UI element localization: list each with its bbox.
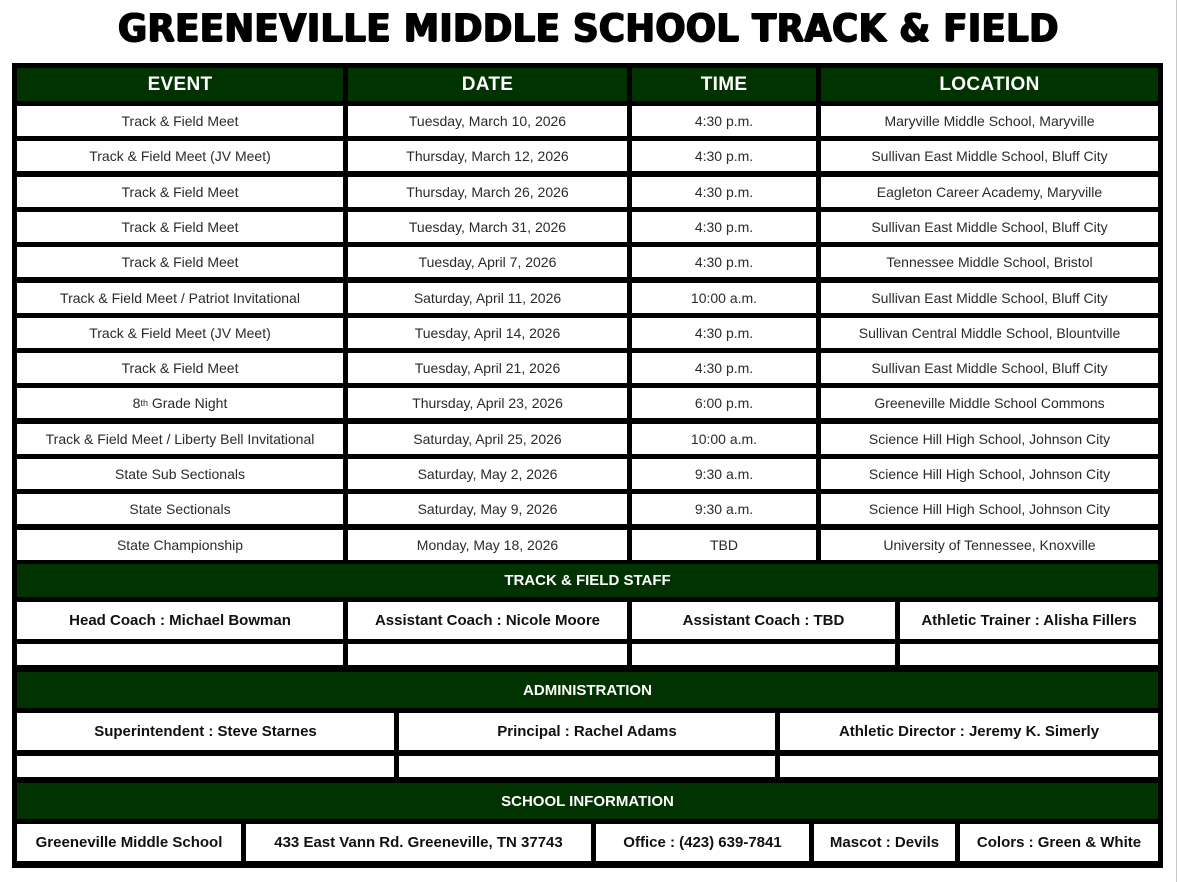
cell-time: 9:30 a.m. bbox=[632, 459, 816, 489]
admin-superintendent: Superintendent : Steve Starnes bbox=[17, 713, 394, 750]
cell-time: TBD bbox=[632, 530, 816, 560]
cell-location: Science Hill High School, Johnson City bbox=[821, 459, 1158, 489]
cell-date: Thursday, March 26, 2026 bbox=[348, 177, 627, 207]
administration-row bbox=[17, 713, 1158, 750]
cell-date: Saturday, April 25, 2026 bbox=[348, 424, 627, 454]
school-name: Greeneville Middle School bbox=[17, 824, 241, 861]
header-location: LOCATION bbox=[821, 68, 1158, 101]
cell-event: State Sub Sectionals bbox=[17, 459, 343, 489]
cell-event: Track & Field Meet (JV Meet) bbox=[17, 141, 343, 171]
cell-event: Track & Field Meet bbox=[17, 353, 343, 383]
staff-row bbox=[17, 602, 1158, 639]
event-label-rest: Grade Night bbox=[147, 395, 228, 412]
schedule-sheet bbox=[12, 63, 1163, 868]
header-date: DATE bbox=[348, 68, 627, 101]
table-row bbox=[17, 494, 1158, 524]
administration-heading: ADMINISTRATION bbox=[17, 672, 1158, 708]
cell-time: 6:00 p.m. bbox=[632, 388, 816, 418]
cell-time: 4:30 p.m. bbox=[632, 318, 816, 348]
admin-principal: Principal : Rachel Adams bbox=[399, 713, 775, 750]
blank-cell bbox=[17, 756, 394, 777]
cell-date: Tuesday, April 14, 2026 bbox=[348, 318, 627, 348]
school-mascot: Mascot : Devils bbox=[814, 824, 955, 861]
blank-cell bbox=[632, 644, 895, 665]
cell-location: Greeneville Middle School Commons bbox=[821, 388, 1158, 418]
table-row bbox=[17, 530, 1158, 560]
cell-event bbox=[17, 388, 343, 418]
cell-time: 10:00 a.m. bbox=[632, 283, 816, 313]
cell-time: 4:30 p.m. bbox=[632, 247, 816, 277]
header-time: TIME bbox=[632, 68, 816, 101]
table-row bbox=[17, 106, 1158, 136]
school-address: 433 East Vann Rd. Greeneville, TN 37743 bbox=[246, 824, 591, 861]
staff-heading: TRACK & FIELD STAFF bbox=[17, 564, 1158, 597]
cell-event: Track & Field Meet bbox=[17, 212, 343, 242]
table-row bbox=[17, 141, 1158, 171]
cell-location: University of Tennessee, Knoxville bbox=[821, 530, 1158, 560]
cell-event: Track & Field Meet bbox=[17, 247, 343, 277]
cell-time: 4:30 p.m. bbox=[632, 106, 816, 136]
blank-cell bbox=[780, 756, 1158, 777]
cell-event: State Championship bbox=[17, 530, 343, 560]
cell-event: State Sectionals bbox=[17, 494, 343, 524]
cell-date: Tuesday, March 31, 2026 bbox=[348, 212, 627, 242]
page-title: GREENEVILLE MIDDLE SCHOOL TRACK & FIELD bbox=[118, 6, 1059, 50]
administration-blank-row bbox=[17, 756, 1158, 777]
school-info-row bbox=[17, 824, 1158, 861]
table-row bbox=[17, 424, 1158, 454]
blank-cell bbox=[17, 644, 343, 665]
table-row bbox=[17, 459, 1158, 489]
school-info-heading: SCHOOL INFORMATION bbox=[17, 783, 1158, 819]
cell-time: 4:30 p.m. bbox=[632, 141, 816, 171]
cell-time: 10:00 a.m. bbox=[632, 424, 816, 454]
cell-date: Thursday, March 12, 2026 bbox=[348, 141, 627, 171]
header-event: EVENT bbox=[17, 68, 343, 101]
cell-date: Tuesday, April 7, 2026 bbox=[348, 247, 627, 277]
table-row bbox=[17, 177, 1158, 207]
staff-head-coach: Head Coach : Michael Bowman bbox=[17, 602, 343, 639]
cell-location: Sullivan East Middle School, Bluff City bbox=[821, 212, 1158, 242]
cell-time: 4:30 p.m. bbox=[632, 353, 816, 383]
cell-location: Sullivan East Middle School, Bluff City bbox=[821, 141, 1158, 171]
school-office-phone: Office : (423) 639-7841 bbox=[596, 824, 809, 861]
cell-location: Science Hill High School, Johnson City bbox=[821, 424, 1158, 454]
cell-location: Eagleton Career Academy, Maryville bbox=[821, 177, 1158, 207]
cell-location: Tennessee Middle School, Bristol bbox=[821, 247, 1158, 277]
table-row bbox=[17, 388, 1158, 418]
event-ordinal-number: 8 bbox=[132, 395, 141, 412]
cell-date: Thursday, April 23, 2026 bbox=[348, 388, 627, 418]
schedule-header-row bbox=[17, 68, 1158, 101]
cell-location: Sullivan East Middle School, Bluff City bbox=[821, 283, 1158, 313]
cell-event: Track & Field Meet (JV Meet) bbox=[17, 318, 343, 348]
table-row bbox=[17, 283, 1158, 313]
admin-athletic-director: Athletic Director : Jeremy K. Simerly bbox=[780, 713, 1158, 750]
cell-time: 4:30 p.m. bbox=[632, 177, 816, 207]
event-ordinal-suffix: th bbox=[140, 398, 148, 409]
cell-event: Track & Field Meet bbox=[17, 106, 343, 136]
cell-date: Monday, May 18, 2026 bbox=[348, 530, 627, 560]
staff-athletic-trainer: Athletic Trainer : Alisha Fillers bbox=[900, 602, 1158, 639]
cell-location: Sullivan Central Middle School, Blountville bbox=[821, 318, 1158, 348]
cell-event: Track & Field Meet bbox=[17, 177, 343, 207]
cell-date: Saturday, May 2, 2026 bbox=[348, 459, 627, 489]
cell-time: 4:30 p.m. bbox=[632, 212, 816, 242]
cell-time: 9:30 a.m. bbox=[632, 494, 816, 524]
table-row bbox=[17, 318, 1158, 348]
cell-date: Saturday, April 11, 2026 bbox=[348, 283, 627, 313]
cell-date: Saturday, May 9, 2026 bbox=[348, 494, 627, 524]
blank-cell bbox=[900, 644, 1158, 665]
table-row bbox=[17, 353, 1158, 383]
cell-date: Tuesday, March 10, 2026 bbox=[348, 106, 627, 136]
staff-blank-row bbox=[17, 644, 1158, 665]
cell-location: Maryville Middle School, Maryville bbox=[821, 106, 1158, 136]
cell-location: Science Hill High School, Johnson City bbox=[821, 494, 1158, 524]
cell-event: Track & Field Meet / Liberty Bell Invitational bbox=[17, 424, 343, 454]
cell-date: Tuesday, April 21, 2026 bbox=[348, 353, 627, 383]
cell-event: Track & Field Meet / Patriot Invitational bbox=[17, 283, 343, 313]
staff-assistant-coach-2: Assistant Coach : TBD bbox=[632, 602, 895, 639]
blank-cell bbox=[348, 644, 627, 665]
cell-location: Sullivan East Middle School, Bluff City bbox=[821, 353, 1158, 383]
table-row bbox=[17, 247, 1158, 277]
staff-assistant-coach-1: Assistant Coach : Nicole Moore bbox=[348, 602, 627, 639]
school-colors: Colors : Green & White bbox=[960, 824, 1158, 861]
table-row bbox=[17, 212, 1158, 242]
blank-cell bbox=[399, 756, 775, 777]
